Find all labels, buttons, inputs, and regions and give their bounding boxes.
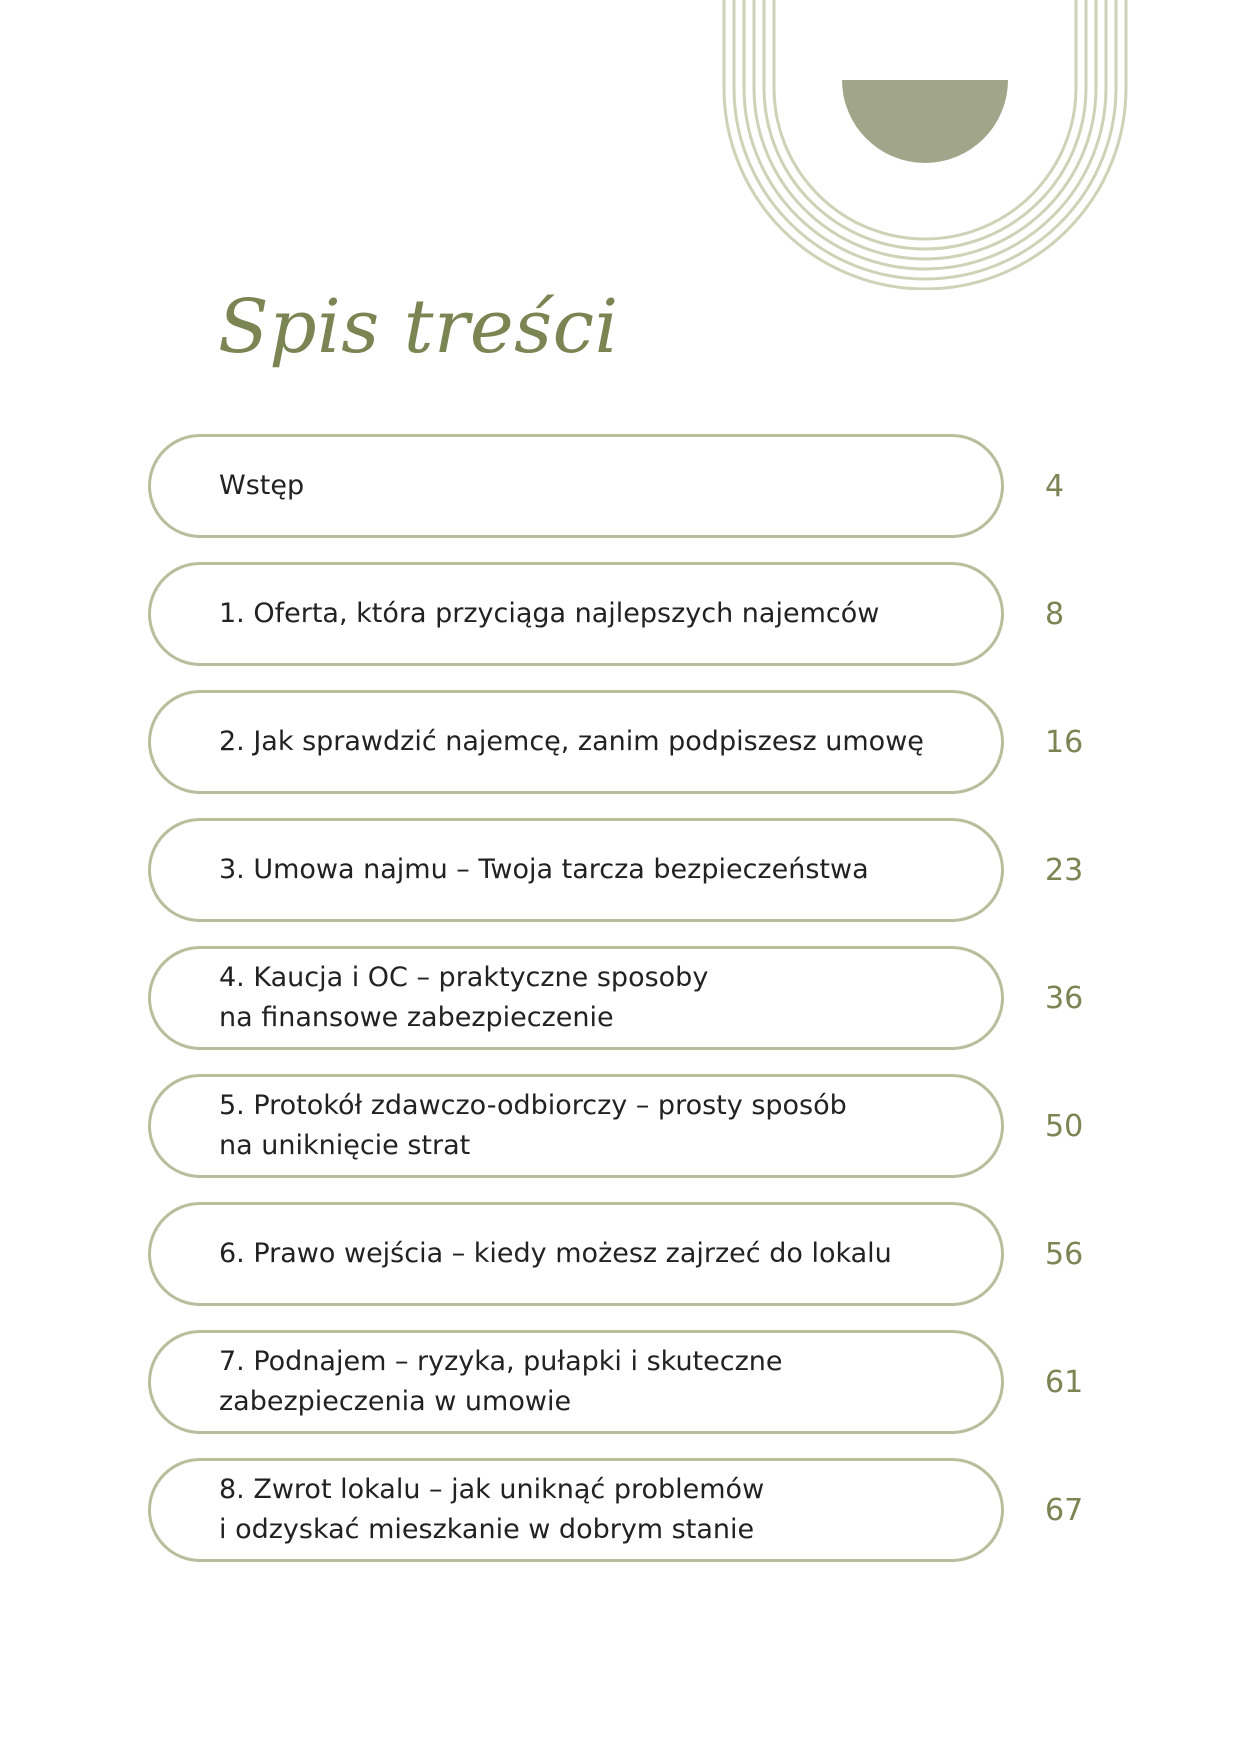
toc-item-page-number: 50	[1045, 1108, 1084, 1144]
toc-item-pill[interactable]	[148, 434, 1004, 538]
toc-item[interactable]	[148, 818, 1128, 926]
toc-item[interactable]	[148, 1330, 1128, 1438]
toc-item[interactable]	[148, 1074, 1128, 1182]
decorative-arch	[720, 0, 1130, 290]
toc-item-title: Wstęp	[219, 470, 305, 501]
toc-item-title: 6. Prawo wejścia – kiedy możesz zajrzeć do lokalu	[219, 1238, 892, 1269]
toc-item-page-number: 16	[1045, 724, 1084, 760]
toc-item-page-number: 8	[1045, 596, 1065, 632]
semicircle-icon	[842, 80, 1008, 163]
toc-item-page-number: 56	[1045, 1236, 1084, 1272]
toc-item[interactable]	[148, 946, 1128, 1054]
toc-item-pill[interactable]	[148, 1458, 1004, 1562]
toc-item-title: 1. Oferta, która przyciąga najlepszych najemców	[219, 598, 880, 629]
toc-item-pill[interactable]	[148, 562, 1004, 666]
toc-item-pill[interactable]	[148, 1074, 1004, 1178]
toc-item-title: 5. Protokół zdawczo-odbiorczy – prosty sposób na uniknięcie strat	[219, 1090, 847, 1161]
toc-item-page-number: 23	[1045, 852, 1084, 888]
toc-item[interactable]	[148, 1202, 1128, 1310]
toc-item-title: 3. Umowa najmu – Twoja tarcza bezpieczeństwa	[219, 854, 869, 885]
toc-item-title: 7. Podnajem – ryzyka, pułapki i skuteczne zabezpieczenia w umowie	[219, 1346, 783, 1417]
toc-item[interactable]	[148, 690, 1128, 798]
toc-item-pill[interactable]	[148, 946, 1004, 1050]
toc-item-page-number: 67	[1045, 1492, 1084, 1528]
toc-item-pill[interactable]	[148, 818, 1004, 922]
toc-item-pill[interactable]	[148, 1330, 1004, 1434]
toc-item-page-number: 61	[1045, 1364, 1084, 1400]
toc-item-title: 4. Kaucja i OC – praktyczne sposoby na finansowe zabezpieczenie	[219, 962, 709, 1033]
toc-item-pill[interactable]	[148, 690, 1004, 794]
toc-item-page-number: 4	[1045, 468, 1065, 504]
toc-item-title: 8. Zwrot lokalu – jak uniknąć problemów i odzyskać mieszkanie w dobrym stanie	[219, 1474, 765, 1545]
page-title: Spis treści	[218, 284, 619, 370]
toc-item[interactable]	[148, 1458, 1128, 1566]
toc-item[interactable]	[148, 562, 1128, 670]
table-of-contents	[148, 434, 1128, 1586]
toc-item-title: 2. Jak sprawdzić najemcę, zanim podpiszesz umowę	[219, 726, 924, 757]
toc-item-page-number: 36	[1045, 980, 1084, 1016]
toc-item-pill[interactable]	[148, 1202, 1004, 1306]
toc-item[interactable]	[148, 434, 1128, 542]
